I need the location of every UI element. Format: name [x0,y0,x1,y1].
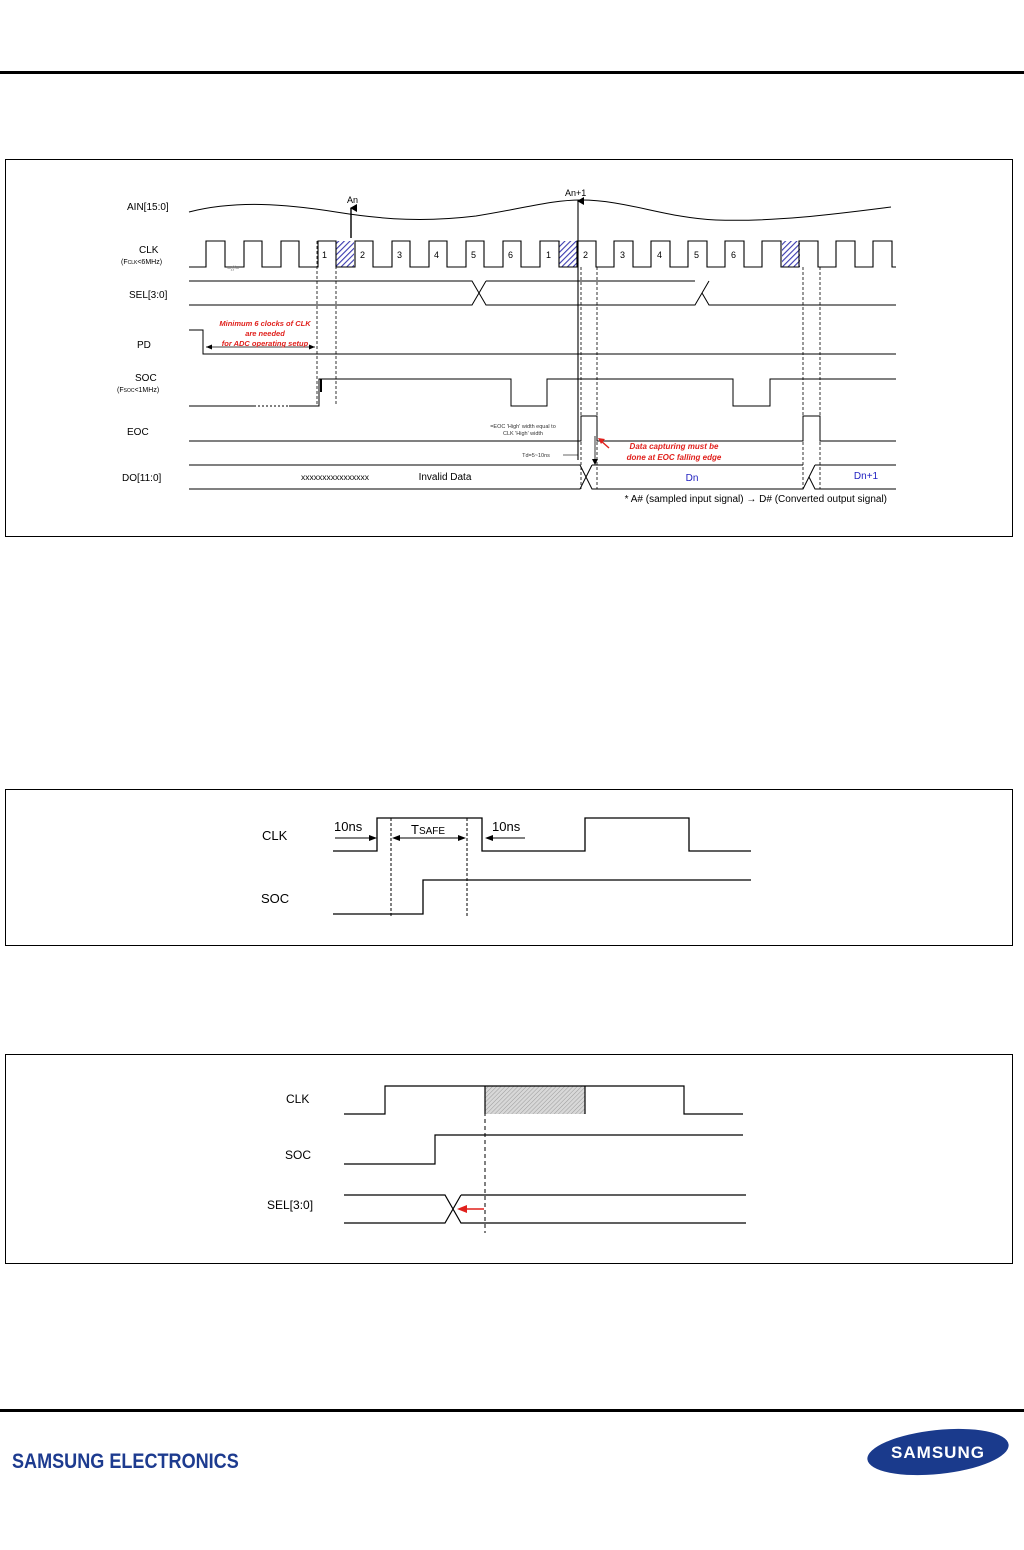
pd-note-3: for ADC operating setup [221,339,309,348]
an1-label: An+1 [565,188,587,198]
do-dn1: Dn+1 [853,471,879,482]
fig2-tsafe-label: TSAFE [411,822,446,837]
do-label: DO[11:0] [122,473,162,484]
do-invalid: Invalid Data [418,472,472,483]
fig3-soc-label: SOC [285,1148,312,1162]
tdelay-note: Td=5~10ns [522,453,550,459]
fig2-clk-label: CLK [262,828,288,843]
clk-count-3: 3 [397,250,403,260]
fig3-setup-arrowhead [457,1205,467,1213]
footnote: * A# (sampled input signal) → D# (Converted output signal) [624,494,887,505]
fig2-arrowhead-1 [369,835,377,841]
sel-label: SEL[3:0] [129,290,168,301]
timing-guides [317,241,820,489]
sel-setup-diagram [6,1055,1014,1265]
eoc-label: EOC [127,427,149,438]
clk-count-b1: 1 [546,250,552,260]
clk-sample-hatch-1 [336,241,354,267]
clk-count-b5: 5 [694,250,700,260]
soc-waveform [189,379,896,406]
clk-freq-label: (FCLK<6MHz) [121,259,163,266]
clk-break-mark: ~//~ [227,266,240,273]
ain-waveform [189,200,891,220]
fig3-soc-waveform [344,1135,743,1164]
fig2-10ns-left: 10ns [334,819,363,834]
tsafe-timing-panel [5,789,1013,946]
fig2-soc-label: SOC [261,891,290,906]
adc-timing-diagram-panel [5,159,1013,537]
sel-setup-panel [5,1054,1013,1264]
fig3-clk-hatch [485,1086,585,1114]
capture-note-1: Data capturing must be [629,442,719,451]
sel-bus [189,281,896,305]
clk-count-b3: 3 [620,250,626,260]
ain-label: AIN[15:0] [127,202,169,213]
header-rule [0,71,1024,74]
samsung-logo [866,1427,1010,1477]
do-xxx: xxxxxxxxxxxxxxxx [301,472,369,482]
eoc-width-note-2: CLK 'High' width [502,431,544,437]
footer-company-name: SAMSUNG ELECTRONICS [12,1450,239,1473]
fig3-sel-bus [344,1195,746,1223]
capture-note-2: done at EOC falling edge [626,453,722,462]
fig2-arrowhead-2 [485,835,493,841]
fig3-clk-label: CLK [286,1092,310,1106]
footer-rule [0,1409,1024,1412]
clk-count-5: 5 [471,250,477,260]
clk-label: CLK [139,245,159,256]
clk-count-b4: 4 [657,250,663,260]
clk-sample-hatch-2 [559,241,577,267]
clk-count-1: 1 [322,250,328,260]
fig2-10ns-right: 10ns [492,819,521,834]
fig3-sel-label: SEL[3:0] [267,1198,314,1212]
clk-count-2: 2 [360,250,366,260]
eoc-width-note-1: =EOC 'High' width equal to [490,424,556,430]
an-label: An [347,195,359,205]
do-bus [189,465,896,489]
clk-count-6: 6 [508,250,514,260]
clk-count-b6: 6 [731,250,737,260]
fig2-soc-waveform [333,880,751,914]
pd-label: PD [137,340,151,351]
pd-note-2: are needed [245,329,285,338]
do-dn: Dn [685,473,699,484]
samsung-logo-text: SAMSUNG [891,1443,985,1462]
clk-sample-hatch-3 [782,241,800,267]
pd-note-1: Minimum 6 clocks of CLK [219,319,311,328]
tsafe-timing-diagram [6,790,1014,947]
fig2-clk-waveform [333,818,751,851]
clk-count-4: 4 [434,250,440,260]
clk-count-b2: 2 [583,250,589,260]
soc-freq-label: (FSOC<1MHz) [117,387,160,394]
soc-label: SOC [135,373,157,384]
adc-timing-diagram [6,160,1014,538]
